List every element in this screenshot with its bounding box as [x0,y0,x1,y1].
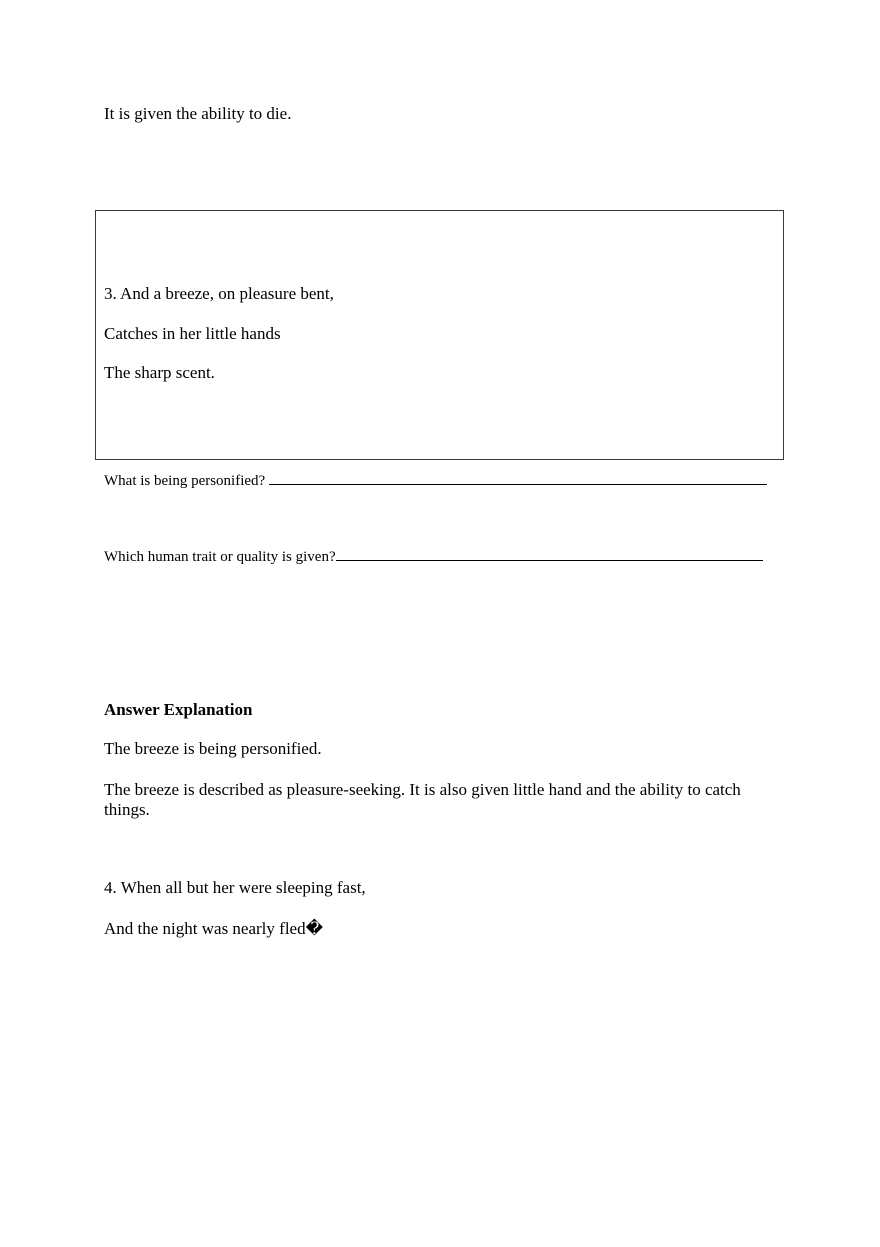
poem-4-line-2: And the night was nearly fled� [104,919,324,938]
poem-3-line-3: The sharp scent. [104,363,215,382]
answer-explanation-heading: Answer Explanation [104,700,253,719]
previous-answer-text: It is given the ability to die. [104,104,292,123]
question-personified-label: What is being personified? [104,473,266,489]
answer-blank-trait[interactable] [336,546,763,561]
poem-3-line-1: 3. And a breeze, on pleasure bent, [104,284,334,303]
answer-paragraph-1: The breeze is being personified. [104,739,322,758]
question-personified [104,470,767,491]
question-trait-label: Which human trait or quality is given? [104,549,336,565]
poem-3-line-2: Catches in her little hands [104,324,281,343]
answer-paragraph-2: The breeze is described as pleasure-seeking. It is also given little hand and the ability to catch things. [104,780,741,819]
poem-4-line-1: 4. When all but her were sleeping fast, [104,878,366,897]
answer-blank-personified[interactable] [269,470,767,485]
question-trait [104,546,763,567]
